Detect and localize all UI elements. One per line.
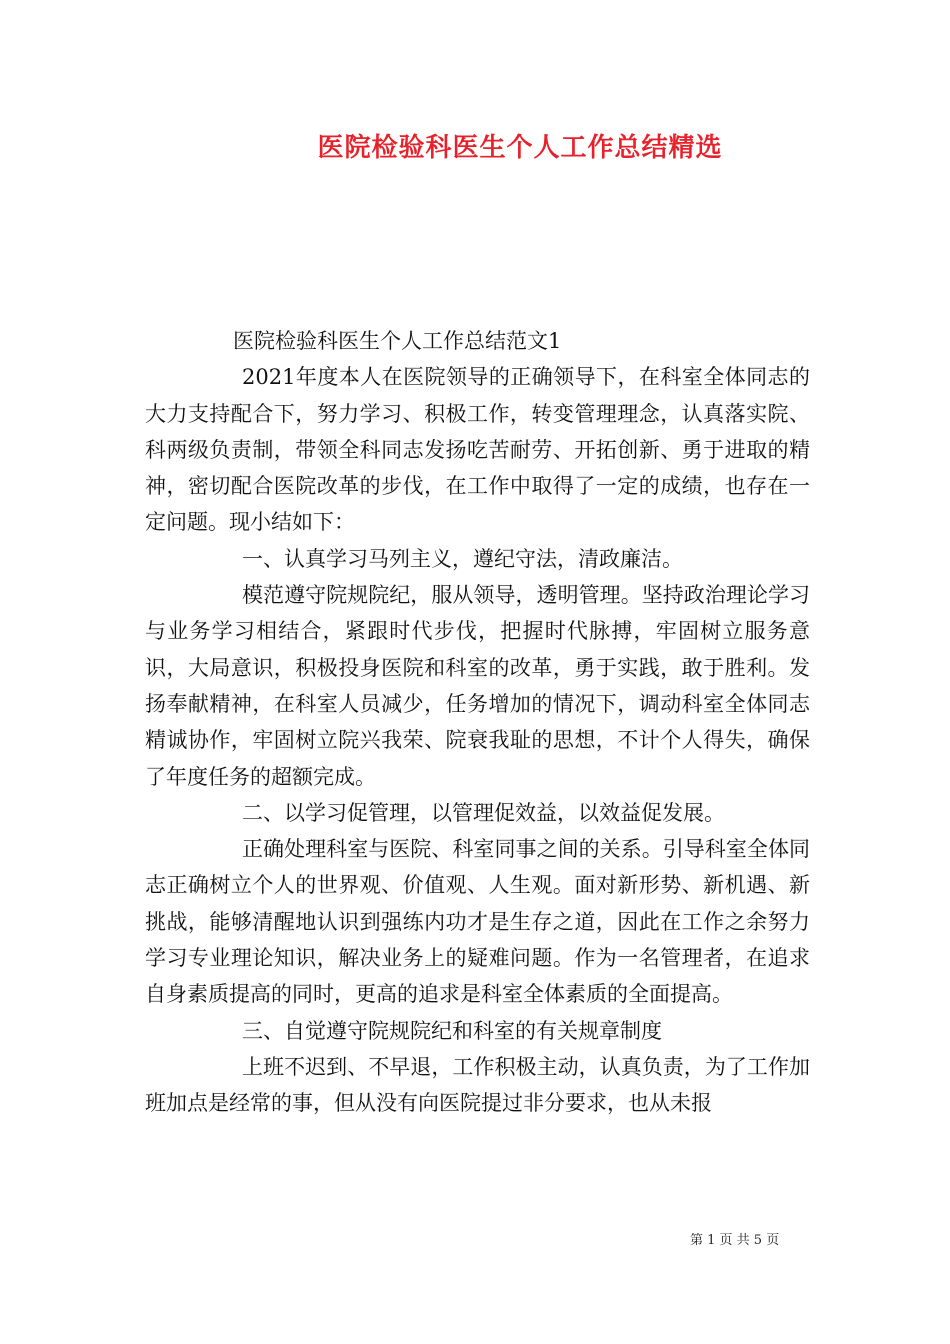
body-paragraph: 模范遵守院规院纪，服从领导，透明管理。坚持政治理论学习与业务学习相结合，紧跟时代步伐，把握时代脉搏，牢固树立服务意识，大局意识，积极投身医院和科室的改革，勇于实践，敢于胜利。发扬奉献精神，在科室人员减少，任务增加的情况下，调动科室全体同志精诚协作，牢固树立院兴我荣、院衰我耻的思想，不计个人得失，确保了年度任务的超额完成。: [145, 583, 810, 789]
body-paragraph: 2021年度本人在医院领导的正确领导下，在科室全体同志的大力支持配合下，努力学习、积极工作，转变管理理念，认真落实院、科两级负责制，带领全科同志发扬吃苦耐劳、开拓创新、勇于进取的精神，密切配合医院改革的步伐，在工作中取得了一定的成绩，也存在一定问题。现小结如下：: [145, 365, 810, 535]
page-number: 第 1 页 共 5 页: [690, 1233, 780, 1248]
section-heading: 三、自觉遵守院规院纪和科室的有关规章制度: [242, 1018, 662, 1043]
body-paragraph: 上班不迟到、不早退，工作积极主动，认真负责，为了工作加班加点是经常的事，但从没有向医院提过非分要求，也从未报: [145, 1054, 810, 1116]
section-heading: 二、以学习促管理，以管理促效益，以效益促发展。: [242, 800, 725, 825]
document-title: 医院检验科医生个人工作总结精选: [317, 133, 723, 163]
section-heading: 一、认真学习马列主义，遵纪守法，清政廉洁。: [242, 546, 683, 571]
body-paragraph: 正确处理科室与医院、科室同事之间的关系。引导科室全体同志正确树立个人的世界观、价值观、人生观。面对新形势、新机遇、新挑战，能够清醒地认识到强练内功才是生存之道，因此在工作之余努力学习专业理论知识，解决业务上的疑难问题。作为一名管理者，在追求自身素质提高的同时，更高的追求是科室全体素质的全面提高。: [145, 837, 810, 1007]
document-body: [145, 323, 810, 1122]
subtitle-paragraph: 医院检验科医生个人工作总结范文1: [233, 329, 562, 353]
